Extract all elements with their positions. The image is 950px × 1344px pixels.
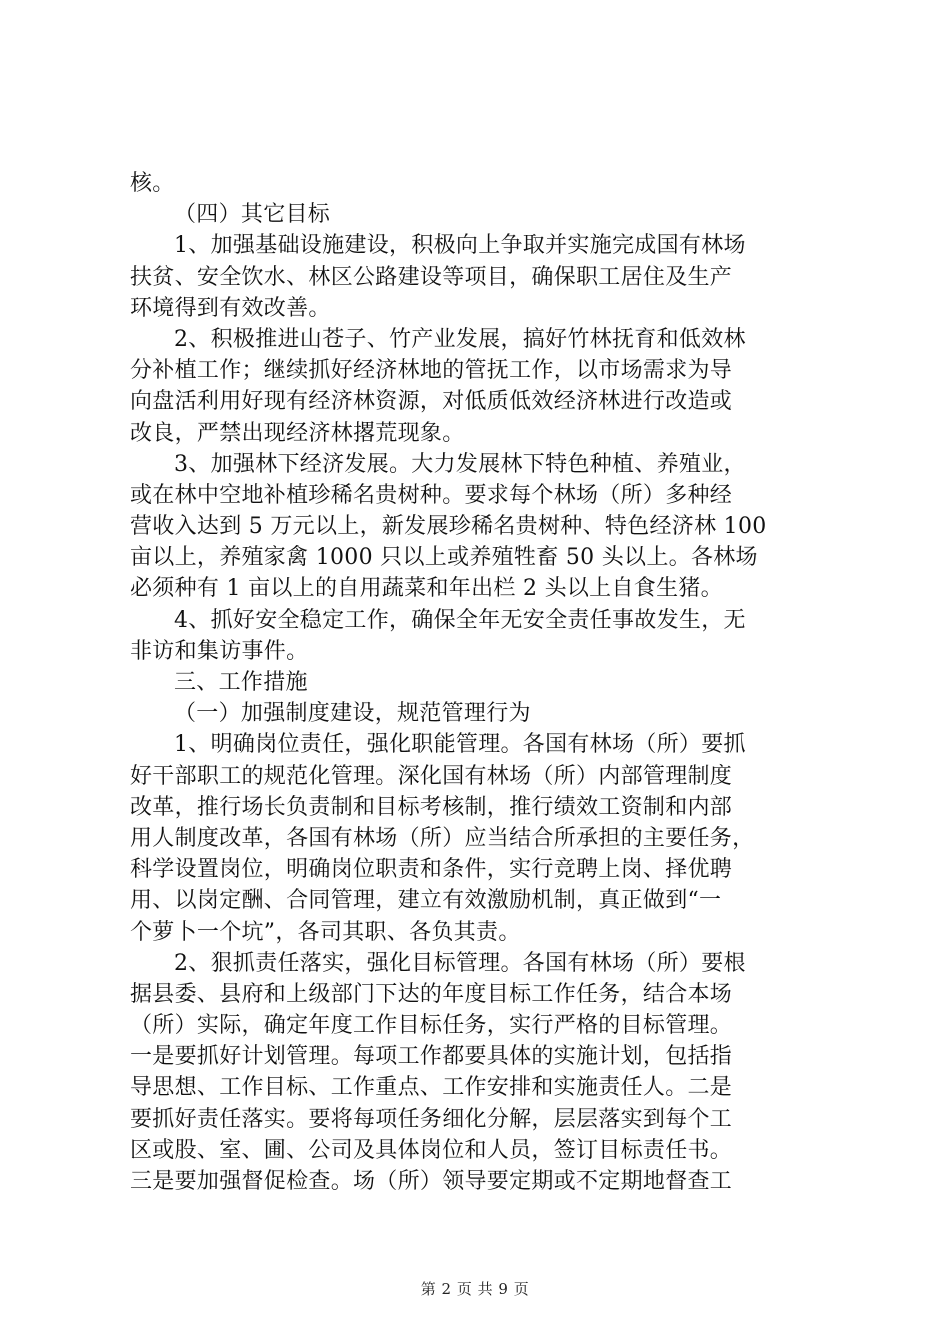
text-line: 1、明确岗位责任，强化职能管理。各国有林场（所）要抓 [174,732,746,758]
text-line: 分补植工作；继续抓好经济林地的管抚工作，以市场需求为导 [130,358,733,384]
text-line: 用人制度改革，各国有林场（所）应当结合所承担的主要任务， [130,825,755,851]
text-line: 改良，严禁出现经济林撂荒现象。 [130,420,465,446]
text-line: 一是要抓好计划管理。每项工作都要具体的实施计划，包括指 [130,1044,733,1070]
text-line: 用、以岗定酬、合同管理，建立有效激励机制，真正做到“一 [130,888,722,914]
text-line: 亩以上，养殖家禽 1000 只以上或养殖牲畜 50 头以上。各林场 [130,545,758,571]
text-line: 1、加强基础设施建设，积极向上争取并实施完成国有林场 [174,233,746,259]
text-line: 环境得到有效改善。 [130,295,331,321]
text-line: 非访和集访事件。 [130,638,309,664]
text-line: 要抓好责任落实。要将每项任务细化分解，层层落实到每个工 [130,1106,733,1132]
text-line: 三是要加强督促检查。场（所）领导要定期或不定期地督查工 [130,1169,733,1194]
text-line: 或在林中空地补植珍稀名贵树种。要求每个林场（所）多种经 [130,482,733,508]
text-line: 导思想、工作目标、工作重点、工作安排和实施责任人。二是 [130,1075,733,1101]
text-line: 2、狠抓责任落实，强化目标管理。各国有林场（所）要根 [174,950,746,976]
document-body [130,168,835,1197]
text-line: 个萝卜一个坑”，各司其职、各负其责。 [130,919,521,945]
text-line: 必须种有 1 亩以上的自用蔬菜和年出栏 2 头以上自食生猪。 [130,576,723,602]
page-footer: 第 2 页 共 9 页 [420,1280,530,1298]
text-line: 核。 [130,171,175,196]
text-line: 扶贫、安全饮水、林区公路建设等项目，确保职工居住及生产 [130,264,733,290]
text-line: 好干部职工的规范化管理。深化国有林场（所）内部管理制度 [130,763,733,789]
text-line: 向盘活利用好现有经济林资源，对低质低效经济林进行改造或 [130,389,733,415]
text-line: （一）加强制度建设，规范管理行为 [174,701,531,727]
text-line: 区或股、室、圃、公司及具体岗位和人员，签订目标责任书。 [130,1137,733,1163]
text-line: 2、积极推进山苍子、竹产业发展，搞好竹林抚育和低效林 [174,326,746,352]
text-line: 4、抓好安全稳定工作，确保全年无安全责任事故发生，无 [174,607,746,633]
text-line: 3、加强林下经济发展。大力发展林下特色种植、养殖业， [174,451,746,477]
text-line: 科学设置岗位，明确岗位职责和条件，实行竞聘上岗、择优聘 [130,857,733,883]
text-line: 营收入达到 5 万元以上，新发展珍稀名贵树种、特色经济林 100 [130,514,767,540]
text-line: 据县委、县府和上级部门下达的年度目标工作任务，结合本场 [130,981,733,1007]
text-line: 三、工作措施 [174,670,308,695]
text-line: 改革，推行场长负责制和目标考核制，推行绩效工资制和内部 [130,794,733,820]
text-line: （四）其它目标 [174,202,331,228]
text-line: （所）实际，确定年度工作目标任务，实行严格的目标管理。 [130,1013,733,1039]
